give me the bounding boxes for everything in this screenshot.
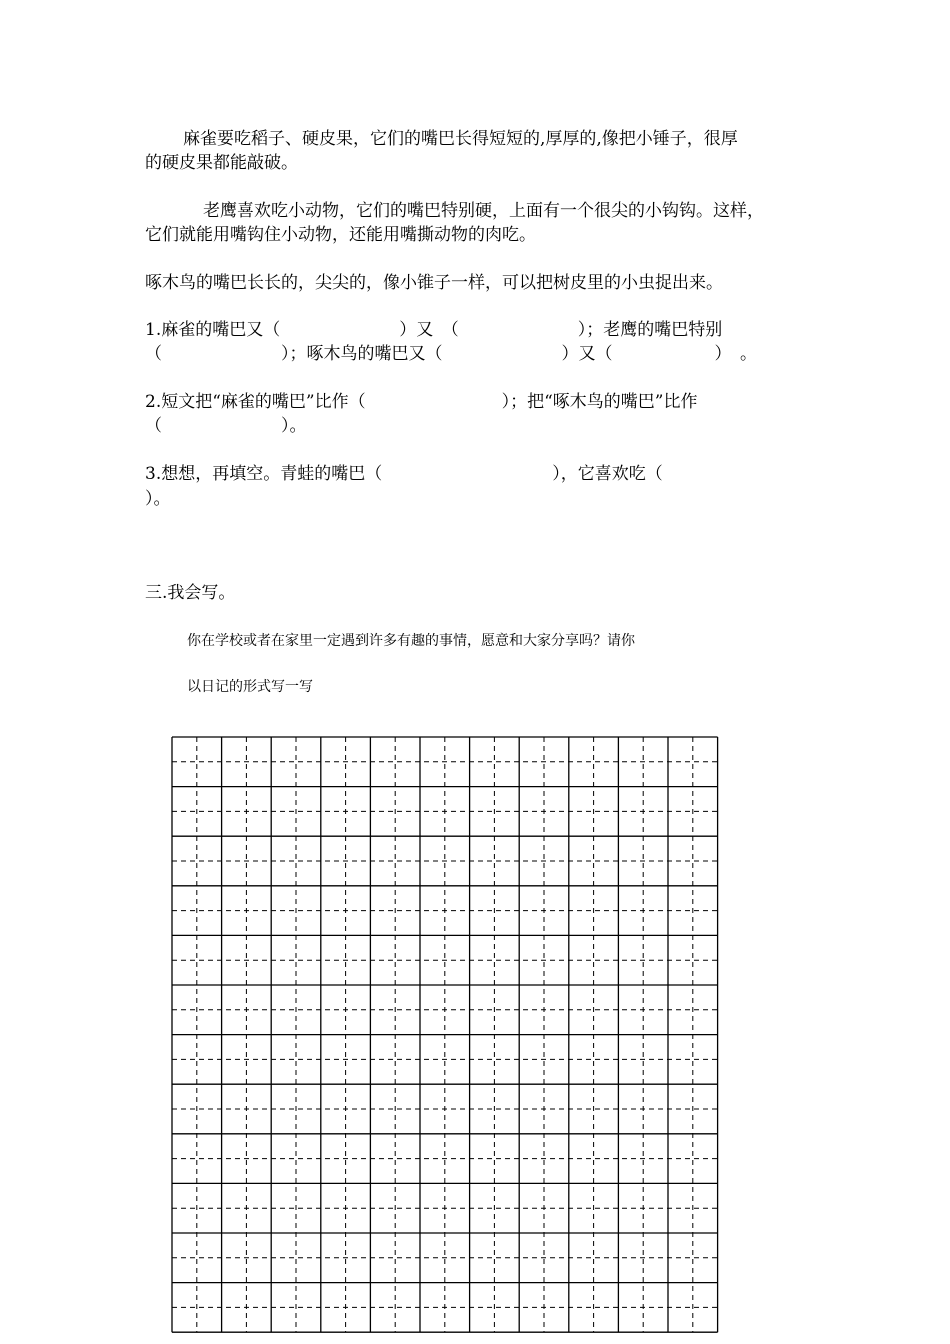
woodpecker-paragraph: 啄木鸟的嘴巴长长的，尖尖的，像小锥子一样，可以把树皮里的小虫捉出来。 <box>145 273 723 293</box>
writing-prompt-line-2: 以日记的形式写一写 <box>187 679 313 695</box>
question-3-line-1: 3.想想，再填空。青蛙的嘴巴（ ），它喜欢吃（ <box>145 464 663 484</box>
sparrow-paragraph-line-1: 麻雀要吃稻子、硬皮果，它们的嘴巴长得短短的,厚厚的,像把小锤子，很厚 <box>183 129 738 149</box>
question-1-line-2: （ ）；啄木鸟的嘴巴又（ ）又（ ） 。 <box>145 344 757 364</box>
writing-prompt-line-1: 你在学校或者在家里一定遇到许多有趣的事情，愿意和大家分享吗？请你 <box>187 633 635 649</box>
question-3-line-2: ）。 <box>145 489 171 509</box>
eagle-paragraph-line-2: 它们就能用嘴钩住小动物，还能用嘴撕动物的肉吃。 <box>145 225 536 245</box>
section-heading: 三.我会写。 <box>145 583 236 603</box>
question-2-line-2: （ ）。 <box>145 416 307 436</box>
question-1-line-1: 1.麻雀的嘴巴又（ ）又 （ ）；老鹰的嘴巴特别 <box>145 320 723 340</box>
sparrow-paragraph-line-2: 的硬皮果都能敲破。 <box>145 153 298 173</box>
eagle-paragraph-line-1: 老鹰喜欢吃小动物，它们的嘴巴特别硬，上面有一个很尖的小钩钩。这样， <box>203 201 764 221</box>
question-2-line-1: 2.短文把“麻雀的嘴巴”比作（ ）；把“啄木鸟的嘴巴”比作 <box>145 392 698 412</box>
